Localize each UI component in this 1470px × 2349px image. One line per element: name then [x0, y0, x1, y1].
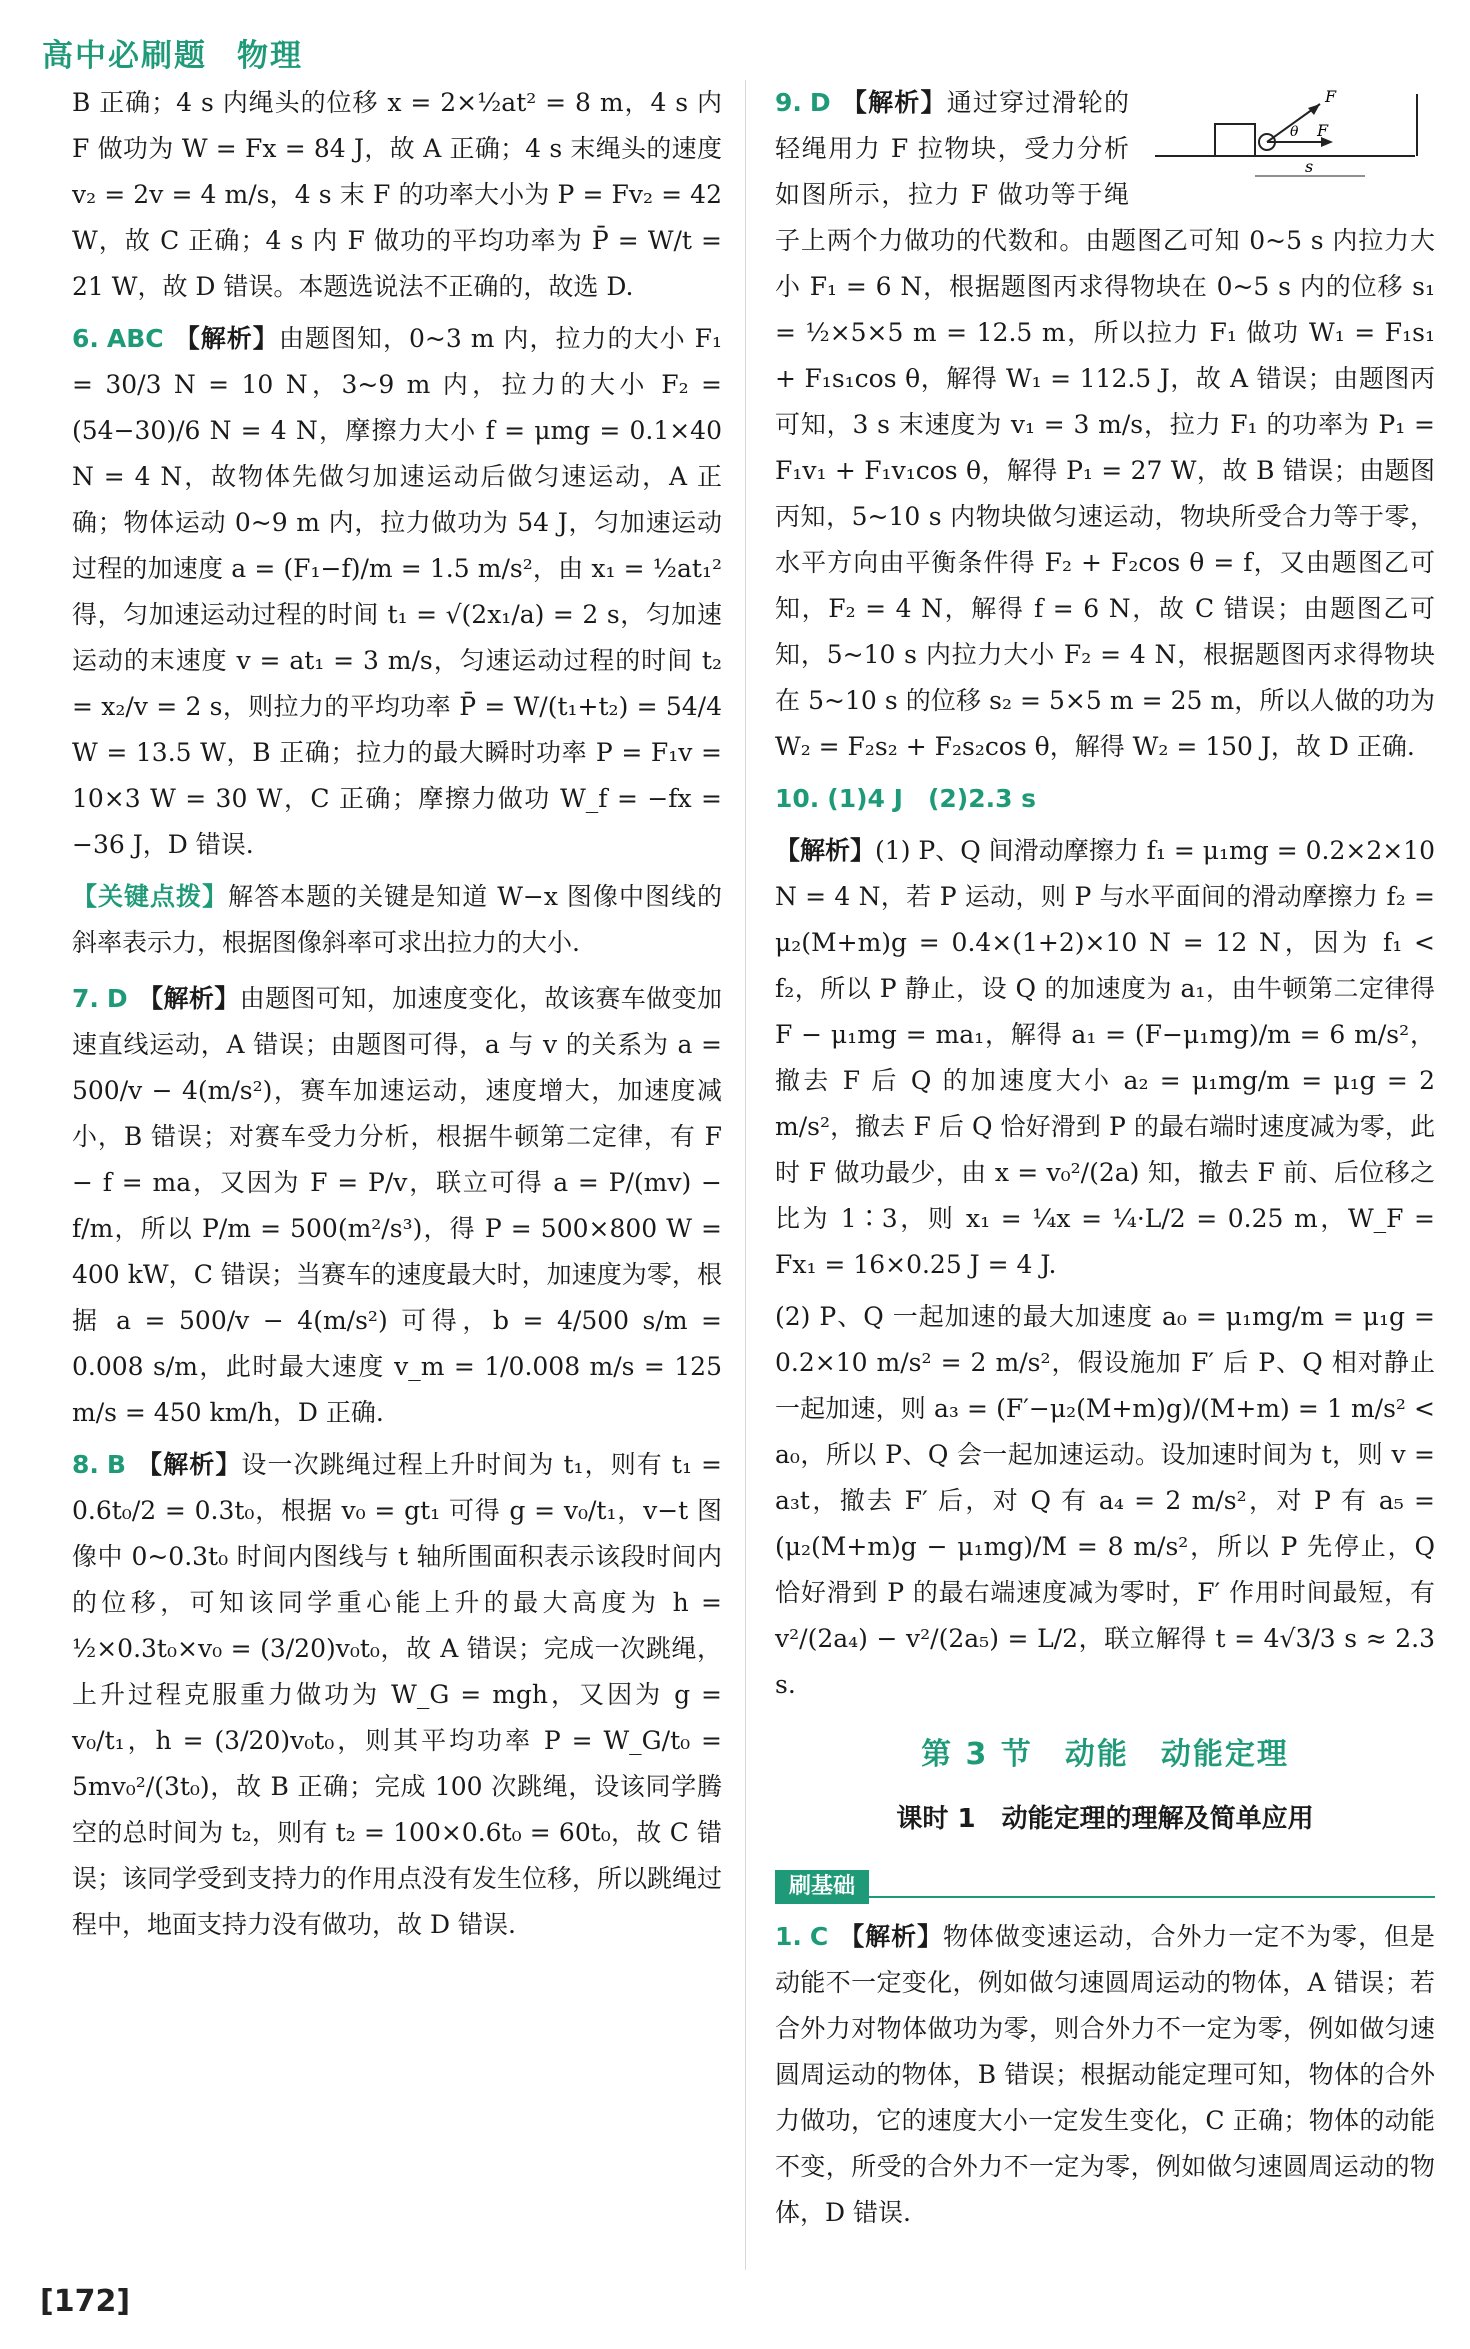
q10-number: 10.: [775, 784, 820, 813]
q6-text: 由题图知，0~3 m 内，拉力的大小 F₁ = 30/3 N = 10 N，3~9 m 内，拉力的大小 F₂ = (54−30)/6 N = 4 N，摩擦力大小 f = μmg = 0.1×40 N = 4 N，故物体先做匀加速运动后做匀速运动，A 正确；物体运动 0~9 m 内，拉力做功为 54 J，匀加速运动过程的加速度 a = (F₁−f)/m = 1.5 m/s²，由 x₁ = ½at₁² 得，匀加速运动过程的时间 t₁ = √(2x₁/a) = 2 s，匀加速运动的末速度 v = at₁ = 3 m/s，匀速运动过程的时间 t₂ = x₂/v = 2 s，则拉力的平均功率 P̄ = W/(t₁+t₂) = 54/4 W = 13.5 W，B 正确；拉力的最大瞬时功率 P = F₁v = 10×3 W = 30 W，C 正确；摩擦力做功 W_f = −fx = −36 J，D 错误.: [72, 324, 722, 859]
q9-tag: 【解析】: [840, 88, 947, 117]
q10-part2: (2) P、Q 一起加速的最大加速度 a₀ = μ₁mg/m = μ₁g = 0.2×10 m/s² = 2 m/s²，假设施加 F′ 后 P、Q 相对静止一起加速，则 a₃ = (F′−μ₂(M+m)g)/(M+m) = 1 m/s² < a₀，所以 P、Q 会一起加速运动。设加速时间为 t，则 v = a₃t，撤去 F′ 后，对 Q 有 a₄ = 2 m/s²，对 P 有 a₅ = (μ₂(M+m)g − μ₁mg)/M = 8 m/s²，所以 P 先停止，Q 恰好滑到 P 的最右端速度减为零时，F′ 作用时间最短，有 v²/(2a₄) − v²/(2a₅) = L/2，联立解得 t = 4√3/3 s ≈ 2.3 s.: [775, 1302, 1435, 1699]
q6-number: 6.: [72, 324, 99, 353]
q1-answer: C: [809, 1922, 829, 1951]
q9-number: 9.: [775, 88, 802, 117]
q10-tag: 【解析】: [775, 836, 876, 865]
section-title: 第 3 节 动能 动能定理: [921, 1737, 1289, 1772]
block: [1215, 124, 1255, 156]
badge-row: [775, 1862, 1435, 1898]
key-point-block: [72, 874, 722, 966]
q10-text1: (1) P、Q 间滑动摩擦力 f₁ = μ₁mg = 0.2×2×10 N = 4 N，若 P 运动，则 P 与水平面间的滑动摩擦力 f₂ = μ₂(M+m)g = 0.4×(1+2)×10 N = 12 N，因为 f₁ < f₂，所以 P 静止，设 Q 的加速度为 a₁，由牛顿第二定律得 F − μ₁mg = ma₁，解得 a₁ = (F−μ₁mg)/m = 6 m/s²，撤去 F 后 Q 的加速度大小 a₂ = μ₁mg/m = μ₁g = 2 m/s²，撤去 F 后 Q 恰好滑到 P 的最右端时速度减为零，此时 F 做功最少，由 x = v₀²/(2a) 知，撤去 F 前、后位移之比为 1∶3，则 x₁ = ¼x = ¼·L/2 = 0.25 m，W_F = Fx₁ = 16×0.25 J = 4 J.: [775, 836, 1435, 1279]
q7-tag: 【解析】: [137, 984, 240, 1013]
q6-answer: ABC: [106, 324, 164, 353]
q7-block: [72, 976, 722, 1436]
q7-text: 由题图可知，加速度变化，故该赛车做变加速直线运动，A 错误；由题图可得，a 与 v 的关系为 a = 500/v − 4(m/s²)，赛车加速运动，速度增大，加速度减小，B 错误；对赛车受力分析，根据牛顿第二定律，有 F − f = ma，又因为 F = P/v，联立可得 a = P/(mv) − f/m，所以 P/m = 500(m²/s³)，得 P = 500×800 W = 400 kW，C 错误；当赛车的速度最大时，加速度为零，根据 a = 500/v − 4(m/s²) 可得，b = 4/500 s/m = 0.008 s/m，此时最大速度 v_m = 1/0.008 m/s = 125 m/s = 450 km/h，D 正确.: [72, 984, 722, 1427]
basics-badge: 刷基础: [775, 1870, 869, 1904]
page-header: [42, 30, 303, 75]
q1-number: 1.: [775, 1922, 802, 1951]
q7-answer: D: [106, 984, 128, 1013]
q8-number: 8.: [72, 1450, 99, 1479]
key-point-text: 解答本题的关键是知道 W−x 图像中图线的斜率表示力，根据图像斜率可求出拉力的大小.: [72, 882, 722, 957]
q8-block: [72, 1442, 722, 1948]
pulley-figure: [1145, 84, 1435, 194]
q10-answer: (1)4 J (2)2.3 s: [827, 784, 1037, 813]
page-number: [172]: [40, 2284, 131, 2319]
q10-part1: [775, 828, 1435, 1288]
fig-label-F2: F: [1317, 121, 1329, 140]
q1-block: [775, 1914, 1435, 2236]
pulley-diagram: [1145, 84, 1435, 194]
q8-answer: B: [106, 1450, 126, 1479]
q1-tag: 【解析】: [838, 1922, 943, 1951]
arrow-up-head: [1308, 104, 1320, 115]
fig-label-F: F: [1325, 87, 1337, 106]
q9-answer: D: [809, 88, 831, 117]
fig-label-s: s: [1305, 157, 1314, 176]
fig-label-theta: θ: [1290, 124, 1299, 140]
subject-label: 物理: [237, 38, 303, 74]
key-point-label: 【关键点拨】: [72, 882, 229, 911]
q10-header: [775, 776, 1435, 822]
q5-continuation: B 正确；4 s 内绳头的位移 x = 2×½at² = 8 m，4 s 内 F 做功为 W = Fx = 84 J，故 A 正确；4 s 末绳头的速度 v₂ = 2v = 4 m/s，4 s 末 F 的功率大小为 P = Fv₂ = 42 W，故 C 正确；4 s 内 F 做功的平均功率为 P̄ = W/t = 21 W，故 D 错误。本题选说法不正确的，故选 D.: [72, 88, 722, 301]
q8-tag: 【解析】: [135, 1450, 242, 1479]
q9-text: 通过穿过滑轮的轻绳用力 F 拉物块，受力分析如图所示，拉力 F 做功等于绳子上两个力做功的代数和。由题图乙可知 0~5 s 内拉力大小 F₁ = 6 N，根据题图丙求得物块在 0~5 s 内的位移 s₁ = ½×5×5 m = 12.5 m，所以拉力 F₁ 做功 W₁ = F₁s₁ + F₁s₁cos θ，解得 W₁ = 112.5 J，故 A 错误；由题图丙可知，3 s 末速度为 v₁ = 3 m/s，拉力 F₁ 的功率为 P₁ = F₁v₁ + F₁v₁cos θ，解得 P₁ = 27 W，故 B 错误；由题图丙知，5~10 s 内物块做匀速运动，物块所受合力等于零，水平方向由平衡条件得 F₂ + F₂cos θ = f，又由题图乙可知，F₂ = 4 N，解得 f = 6 N，故 C 错误；由题图乙可知，5~10 s 内拉力大小 F₂ = 4 N，根据题图丙求得物块在 5~10 s 的位移 s₂ = 5×5 m = 25 m，所以人做的功为 W₂ = F₂s₂ + F₂s₂cos θ，解得 W₂ = 150 J，故 D 正确.: [775, 88, 1435, 761]
column-divider: [745, 80, 746, 2270]
left-column: [72, 80, 722, 1954]
q8-text: 设一次跳绳过程上升时间为 t₁，则有 t₁ = 0.6t₀/2 = 0.3t₀，根据 v₀ = gt₁ 可得 g = v₀/t₁，v−t 图像中 0~0.3t₀ 时间内图线与 t 轴所围面积表示该段时间内的位移，可知该同学重心能上升的最大高度为 h = ½×0.3t₀×v₀ = (3/20)v₀t₀，故 A 错误；完成一次跳绳，上升过程克服重力做功为 W_G = mgh，又因为 g = v₀/t₁，h = (3/20)v₀t₀，则其平均功率 P = W_G/t₀ = 5mv₀²/(3t₀)，故 B 正确；完成 100 次跳绳，设该同学腾空的总时间为 t₂，则有 t₂ = 100×0.6t₀ = 60t₀，故 C 错误；该同学受到支持力的作用点没有发生位移，所以跳绳过程中，地面支持力没有做功，故 D 错误.: [72, 1450, 723, 1939]
q7-number: 7.: [72, 984, 99, 1013]
book-title: 高中必刷题: [42, 38, 207, 74]
q6-tag: 【解析】: [173, 324, 279, 353]
right-column: [775, 80, 1435, 2242]
lesson-title: 课时 1 动能定理的理解及简单应用: [896, 1804, 1314, 1834]
q1-text: 物体做变速运动，合外力一定不为零，但是动能不一定变化，例如做匀速圆周运动的物体，A 错误；若合外力对物体做功为零，则合外力不一定为零，例如做匀速圆周运动的物体，B 错误；根据动能定理可知，物体的合外力做功，它的速度大小一定发生变化，C 正确；物体的动能不变，所受的合外力不一定为零，例如做匀速圆周运动的物体，D 错误.: [775, 1922, 1435, 2227]
q6-block: [72, 316, 722, 868]
